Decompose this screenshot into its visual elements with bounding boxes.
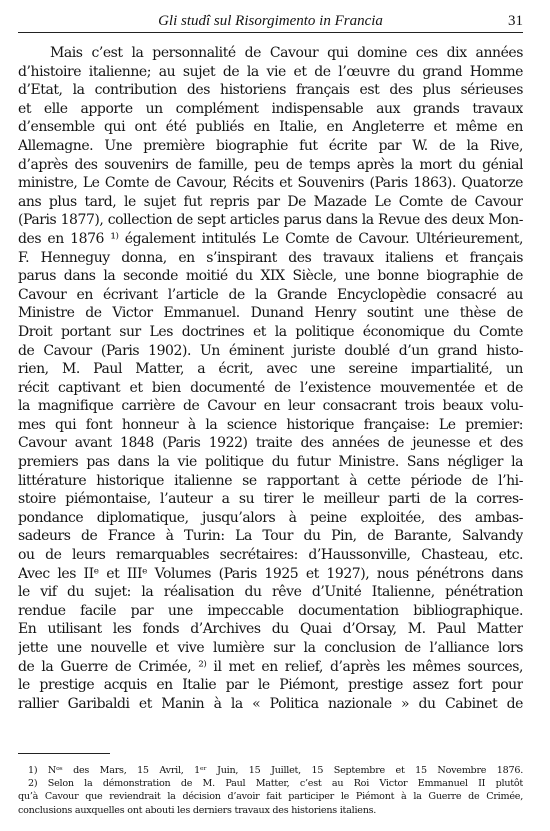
- text-line: ministre, Le Comte de Cavour, Récits et Souvenirs (Paris 1863). Quatorze: [18, 175, 523, 192]
- text-line: des en 1876 ¹⁾ également intitulés Le Comte de Cavour. Ultérieurement,: [18, 230, 523, 247]
- running-title: Gli studî sul Risorgimento in Francia: [158, 13, 383, 29]
- footnotes: [18, 764, 523, 817]
- text-line: Cavour avant 1848 (Paris 1922) traite des années de jeunesse et des: [18, 435, 523, 452]
- running-header: [18, 10, 523, 33]
- text-line: (Paris 1877), collection de sept articles parus dans la Revue des deux Mon-: [18, 212, 523, 229]
- text-line: rien, M. Paul Matter, a écrit, avec une sereine impartialité, un: [18, 361, 523, 378]
- text-line: ans plus tard, le sujet fut repris par De Mazade Le Comte de Cavour: [18, 193, 523, 210]
- text-line: stoire piémontaise, l’auteur a su tirer le meilleur parti de la corres-: [18, 491, 523, 508]
- text-line: Cavour en écrivant l’article de la Grande Encyclopèdie consacré au: [18, 286, 523, 303]
- text-line: Droit portant sur Les doctrines et la politique économique du Comte: [18, 323, 523, 340]
- text-line: littérature historique italienne se rapportant à cette période de l’hi-: [18, 472, 523, 489]
- text-line: la magnifique carrière de Cavour en leur consacrant trois beaux volu-: [18, 398, 523, 415]
- footnote: 1) Nᵒˢ des Mars, 15 Avril, 1ᵉʳ Juin, 15 Juillet, 15 Septembre et 15 Novembre 1876.: [28, 765, 523, 776]
- text-line: rallier Garibaldi et Manin à la « Politica nazionale » du Cabinet de: [18, 695, 523, 712]
- text-line: Allemagne. Une première biographie fut écrite par W. de la Rive,: [18, 137, 523, 154]
- text-line: le vif du sujet: la réalisation du rêve d’Unité Italienne, pénétration: [18, 584, 523, 601]
- text-line: de la Guerre de Crimée, ²⁾ il met en relief, d’après les mêmes sources,: [18, 658, 523, 675]
- text-line: de Cavour (Paris 1902). Un éminent juriste doublé d’un grand histo-: [18, 342, 523, 359]
- text-line: jette une nouvelle et vive lumière sur la conclusion de l’alliance lors: [18, 640, 523, 656]
- footnote-line: conclusions auxquelles ont abouti les derniers travaux des historiens italiens.: [18, 804, 377, 816]
- text-line: Ministre de Victor Emmanuel. Dunand Henry soutint une thèse de: [18, 305, 523, 322]
- text-line: F. Henneguy donna, en s’inspirant des travaux italiens et français: [18, 249, 523, 266]
- text-line: rendue facile par une impeccable documentation bibliographique.: [18, 602, 523, 619]
- text-line: En utilisant les fonds d’Archives du Quai d’Orsay, M. Paul Matter: [18, 621, 523, 638]
- text-line: récit captivant et bien documenté de l’existence mouvementée et de: [18, 379, 523, 396]
- text-line: Mais c’est la personnalité de Cavour qui domine ces dix années: [50, 45, 523, 61]
- text-line: parus dans la seconde moitié du XIX Siècle, une bonne biographie de: [18, 268, 523, 285]
- page-number: 31: [508, 13, 523, 29]
- footnote-divider: [18, 753, 110, 754]
- text-line: premiers pas dans la vie politique du futur Ministre. Sans négliger la: [18, 454, 523, 471]
- text-line: d’Etat, la contribution des historiens français est des plus sérieuses: [18, 82, 523, 99]
- text-line: pondance diplomatique, jusqu’alors à peine exploitée, des ambas-: [18, 509, 523, 526]
- body-text: [18, 44, 523, 713]
- text-line: Avec les IIᵉ et IIIᵉ Volumes (Paris 1925 et 1927), nous pénétrons dans: [18, 565, 523, 582]
- text-line: et elle apporte un complément indispensable aux grands travaux: [18, 100, 523, 117]
- footnote-line: qu’à Cavour que reviendrait la décision d’avoir fait participer le Piémont à la Guerre de Crimée,: [18, 791, 523, 803]
- text-line: d’après des souvenirs de famille, peu de temps après la mort du génial: [18, 156, 523, 173]
- footnote: 2) Selon la démonstration de M. Paul Matter, c’est au Roi Victor Emmanuel II plutôt: [28, 778, 523, 790]
- text-line: le prestige acquis en Italie par le Piémont, prestige assez fort pour: [18, 677, 523, 694]
- text-line: d’ensemble qui ont été publiés en Italie, en Angleterre et même en: [18, 119, 523, 136]
- text-line: sadeurs de France à Turin: La Tour du Pin, de Barante, Salvandy: [18, 528, 523, 545]
- text-line: d’histoire italienne; au sujet de la vie et de l’œuvre du grand Homme: [18, 63, 523, 80]
- text-line: mes qui font honneur à la science historique française: Le premier:: [18, 416, 523, 433]
- text-line: ou de leurs remarquables secrétaires: d’Haussonville, Chasteau, etc.: [18, 547, 523, 564]
